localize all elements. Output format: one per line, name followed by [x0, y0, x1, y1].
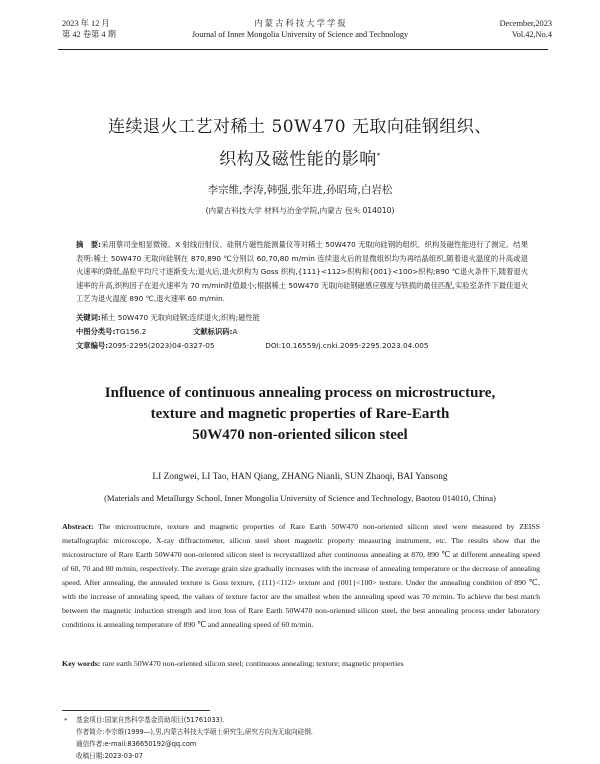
- doi: DOI:10.16559/j.cnki.2095-2295.2023.04.005: [265, 341, 429, 350]
- journal-name-en: Journal of Inner Mongolia University of Science and Technology: [191, 30, 409, 39]
- en-abstract-text: The microstructure, texture and magnetic properties of Rare Earth 50W470 non-oriented silicon steel were measured by ZEISS metallographic microscope, X-ray diffractometer, silicon steel sheet magnetic property measuring instrument, etc. The results show that the microstructure of Rare Earth 50W470 non-oriented silicon steel is recrystallized after continuous annealing at 870, 890 ℃ at different annealing speed of 60, 70 and 80 m/min, respectively. The average grain size gradually increases with the increase of annealing temperature or the decrease of annealing speed. After annealing, the annealed texture is Goss texture, {111}<112> texture and {001}<100> texture. Under the annealing condition of 890 ℃, with the increase of annealing speed, the values of texture factor are the smallest when the annealing speed was 70 m/min. To achieve the best match between the magnetic induction strength and iron loss of Rare Earth 50W470 non-oriented silicon steel, the best annealing process under laboratory conditions is annealing temperature of 890 ℃ and annealing speed of 60 m/min.: [62, 522, 541, 629]
- cn-abstract-text: 采用蔡司金相显微镜、X 射线衍射仪、硅钢片磁性能测量仪等对稀土 50W470 无取向硅钢的组织、织构及磁性能进行了测定。结果表明:稀土 50W470 无取向硅钢在 870,890 ℃分别以 60,70,80 m/min 连续退火后的显微组织均为再结晶组织,随着退火温度的升高或退火速率的降低,晶粒平均尺寸逐渐变大;退火后,退火织构为 Goss 织构,{111}<112>织构和{001}<100>织构;890 ℃退火条件下,随着退火速率的升高,织构因子在退火速率为 70 m/min时值最小;根据稀土 50W470 无取向硅钢磁感应强度与铁损的最佳匹配,实验室条件下最佳退火工艺为退火温度 890 ℃,退火速率 60 m/min.: [76, 240, 528, 303]
- cn-article-row: [76, 341, 429, 351]
- article-no-label: 文章编号:: [76, 341, 109, 350]
- cn-title-line1: 连续退火工艺对稀土 50W470 无取向硅钢组织、: [108, 117, 492, 137]
- footnote-fund: 基金项目:国家自然科学基金资助项目(51761033).: [76, 716, 225, 724]
- clc-value: TG156.2: [115, 327, 147, 336]
- cn-abstract-label: 摘 要:: [76, 240, 102, 249]
- issue-date-en: December,2023: [499, 19, 552, 28]
- footnote-author-bio: 作者简介:李宗维(1999—),男,内蒙古科技大学硕士研究生,研究方向为无取向硅钢.: [76, 728, 313, 736]
- en-authors: LI Zongwei, LI Tao, HAN Qiang, ZHANG Nianli, SUN Zhaoqi, BAI Yansong: [152, 472, 448, 482]
- en-title-line2: texture and magnetic properties of Rare-Earth: [150, 406, 450, 422]
- doc-code-label: 文献标识码:: [193, 327, 233, 336]
- clc-label: 中图分类号:: [76, 327, 116, 336]
- volume-issue-en: Vol.42,No.4: [511, 30, 552, 39]
- en-keywords-label: Key words:: [62, 659, 101, 668]
- cn-title-footnote-mark: *: [376, 152, 381, 160]
- doc-code-value: A: [232, 327, 238, 336]
- cn-authors: 李宗维,李涛,韩强,张年进,孙昭琦,白岩松: [207, 184, 393, 196]
- en-keywords: [62, 659, 540, 668]
- footnote-received: 收稿日期:2023-03-07: [76, 752, 143, 760]
- cn-title-line2: 织构及磁性能的影响: [219, 149, 377, 170]
- cn-keywords: [76, 313, 260, 323]
- issue-date-cn: 2023 年 12 月: [62, 19, 110, 28]
- article-no-value: 2095-2295(2023)04-0327-05: [108, 341, 215, 350]
- footnote-mark: *: [64, 717, 68, 725]
- footnote-correspondence: 通信作者:e-mail:836650192@qq.com: [76, 740, 197, 748]
- en-title-line3: 50W470 non-oriented silicon steel: [192, 427, 408, 443]
- journal-name-cn: 内 蒙 古 科 技 大 学 学 报: [254, 19, 346, 28]
- en-abstract-label: Abstract:: [62, 522, 94, 531]
- en-affiliation: (Materials and Metallurgy School, Inner Mongolia University of Science and Technology, Baotou 014010, China): [104, 493, 496, 503]
- footnote-divider: [62, 710, 210, 711]
- cn-keywords-label: 关键词:: [76, 313, 101, 322]
- header-divider: [58, 49, 548, 50]
- running-header-right: [500, 18, 552, 40]
- en-keywords-text: rare earth 50W470 non-oriented silicon steel; continuous annealing; texture; magnetic properties: [102, 659, 404, 668]
- en-title-line1: Influence of continuous annealing process on microstructure,: [104, 385, 496, 401]
- cn-abstract: [76, 238, 528, 306]
- en-abstract: [62, 520, 540, 632]
- volume-issue-cn: 第 42 卷第 4 期: [62, 30, 116, 39]
- cn-title: [0, 113, 600, 175]
- cn-classification-row: [76, 327, 237, 337]
- cn-keywords-text: 稀土 50W470 无取向硅钢;连续退火;织构;磁性能: [100, 313, 261, 322]
- cn-affiliation: (内蒙古科技大学 材料与冶金学院,内蒙古 包头 014010): [205, 206, 395, 215]
- en-title: [0, 383, 600, 446]
